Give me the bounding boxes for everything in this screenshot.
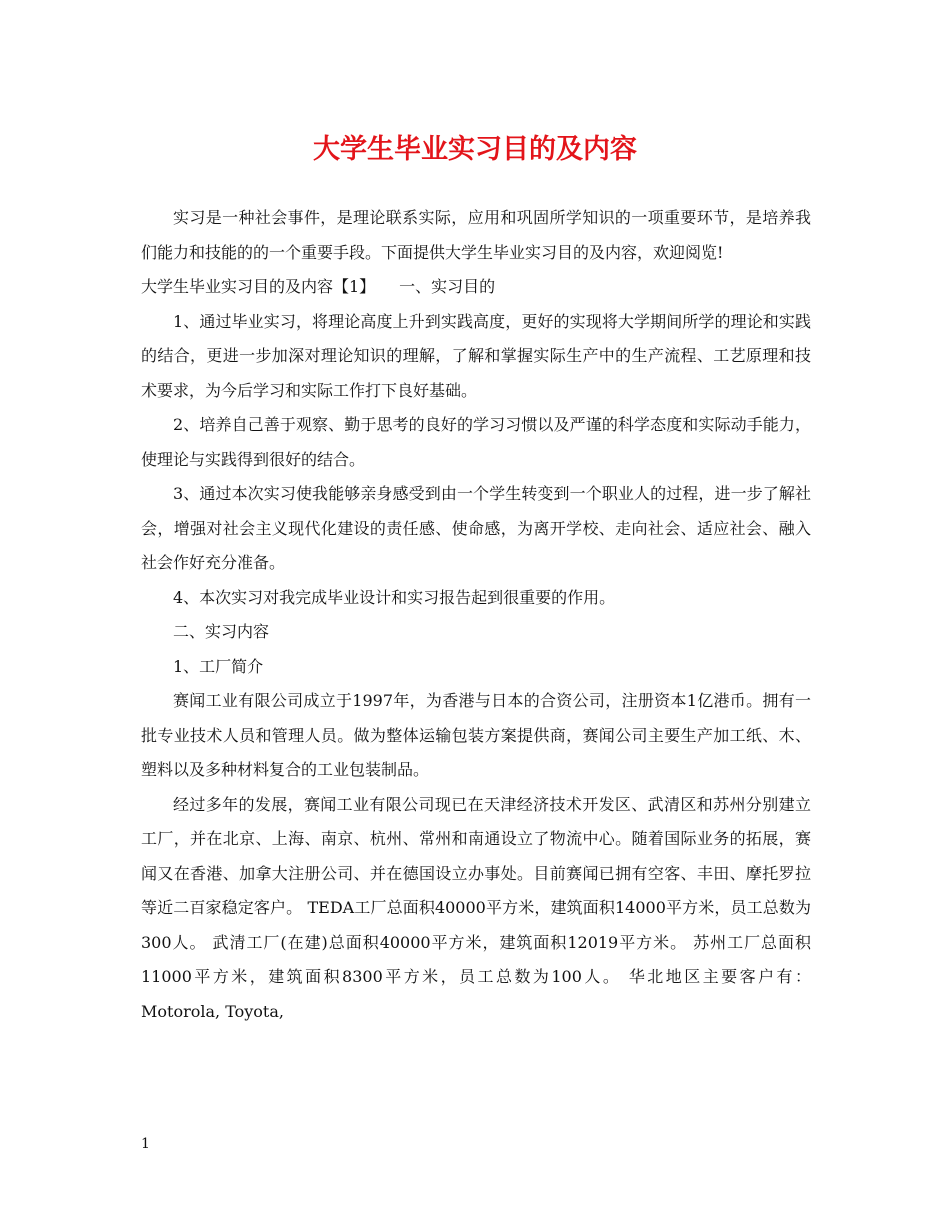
purpose-item-3: 3、通过本次实习使我能够亲身感受到由一个学生转变到一个职业人的过程，进一步了解社会，增强对社会主义现代化建设的责任感、使命感，为离开学校、走向社会、适应社会、融入社会作好充分准备。 — [141, 484, 811, 572]
factory-development-paragraph: 经过多年的发展，赛闻工业有限公司现已在天津经济技术开发区、武清区和苏州分别建立工厂，并在北京、上海、南京、杭州、常州和南通设立了物流中心。随着国际业务的拓展，赛闻又在香港、加拿大注册公司、并在德国设立办事处。目前赛闻已拥有空客、丰田、摩托罗拉等近二百家稳定客户。 TEDA工厂总面积40000平方米，建筑面积14000平方米，员工总数为300人。 武清工厂(在建)总面积40000平方米，建筑面积12019平方米。 苏州工厂总面积11000平方米，建筑面积8300平方米，员工总数为100人。 华北地区主要客户有：Motorola, Toyota, — [141, 794, 811, 1021]
subsection-heading-factory: 1、工厂简介 — [173, 656, 264, 676]
document-title: 大学生毕业实习目的及内容 — [313, 134, 637, 165]
section-heading-purpose: 大学生毕业实习目的及内容【1】 一、实习目的 — [141, 277, 496, 296]
purpose-item-1: 1、通过毕业实习，将理论高度上升到实践高度，更好的实现将大学期间所学的理论和实践的结合，更进一步加深对理论知识的理解，了解和掌握实际生产中的生产流程、工艺原理和技术要求，为今后学习和实际工作打下良好基础。 — [141, 311, 811, 400]
purpose-item-4: 4、本次实习对我完成毕业设计和实习报告起到很重要的作用。 — [173, 587, 616, 607]
intro-paragraph: 实习是一种社会事件，是理论联系实际，应用和巩固所学知识的一项重要环节，是培养我们能力和技能的的一个重要手段。下面提供大学生毕业实习目的及内容，欢迎阅览! — [141, 208, 811, 262]
document-body — [141, 201, 811, 1029]
page-number: 1 — [141, 1136, 150, 1152]
section-heading-content: 二、实习内容 — [173, 622, 270, 641]
factory-intro-paragraph: 赛闻工业有限公司成立于1997年，为香港与日本的合资公司，注册资本1亿港币。拥有一批专业技术人员和管理人员。做为整体运输包装方案提供商，赛闻公司主要生产加工纸、木、塑料以及多种材料复合的工业包装制品。 — [141, 691, 811, 779]
purpose-item-2: 2、培养自己善于观察、勤于思考的良好的学习习惯以及严谨的科学态度和实际动手能力，使理论与实践得到很好的结合。 — [141, 415, 811, 469]
